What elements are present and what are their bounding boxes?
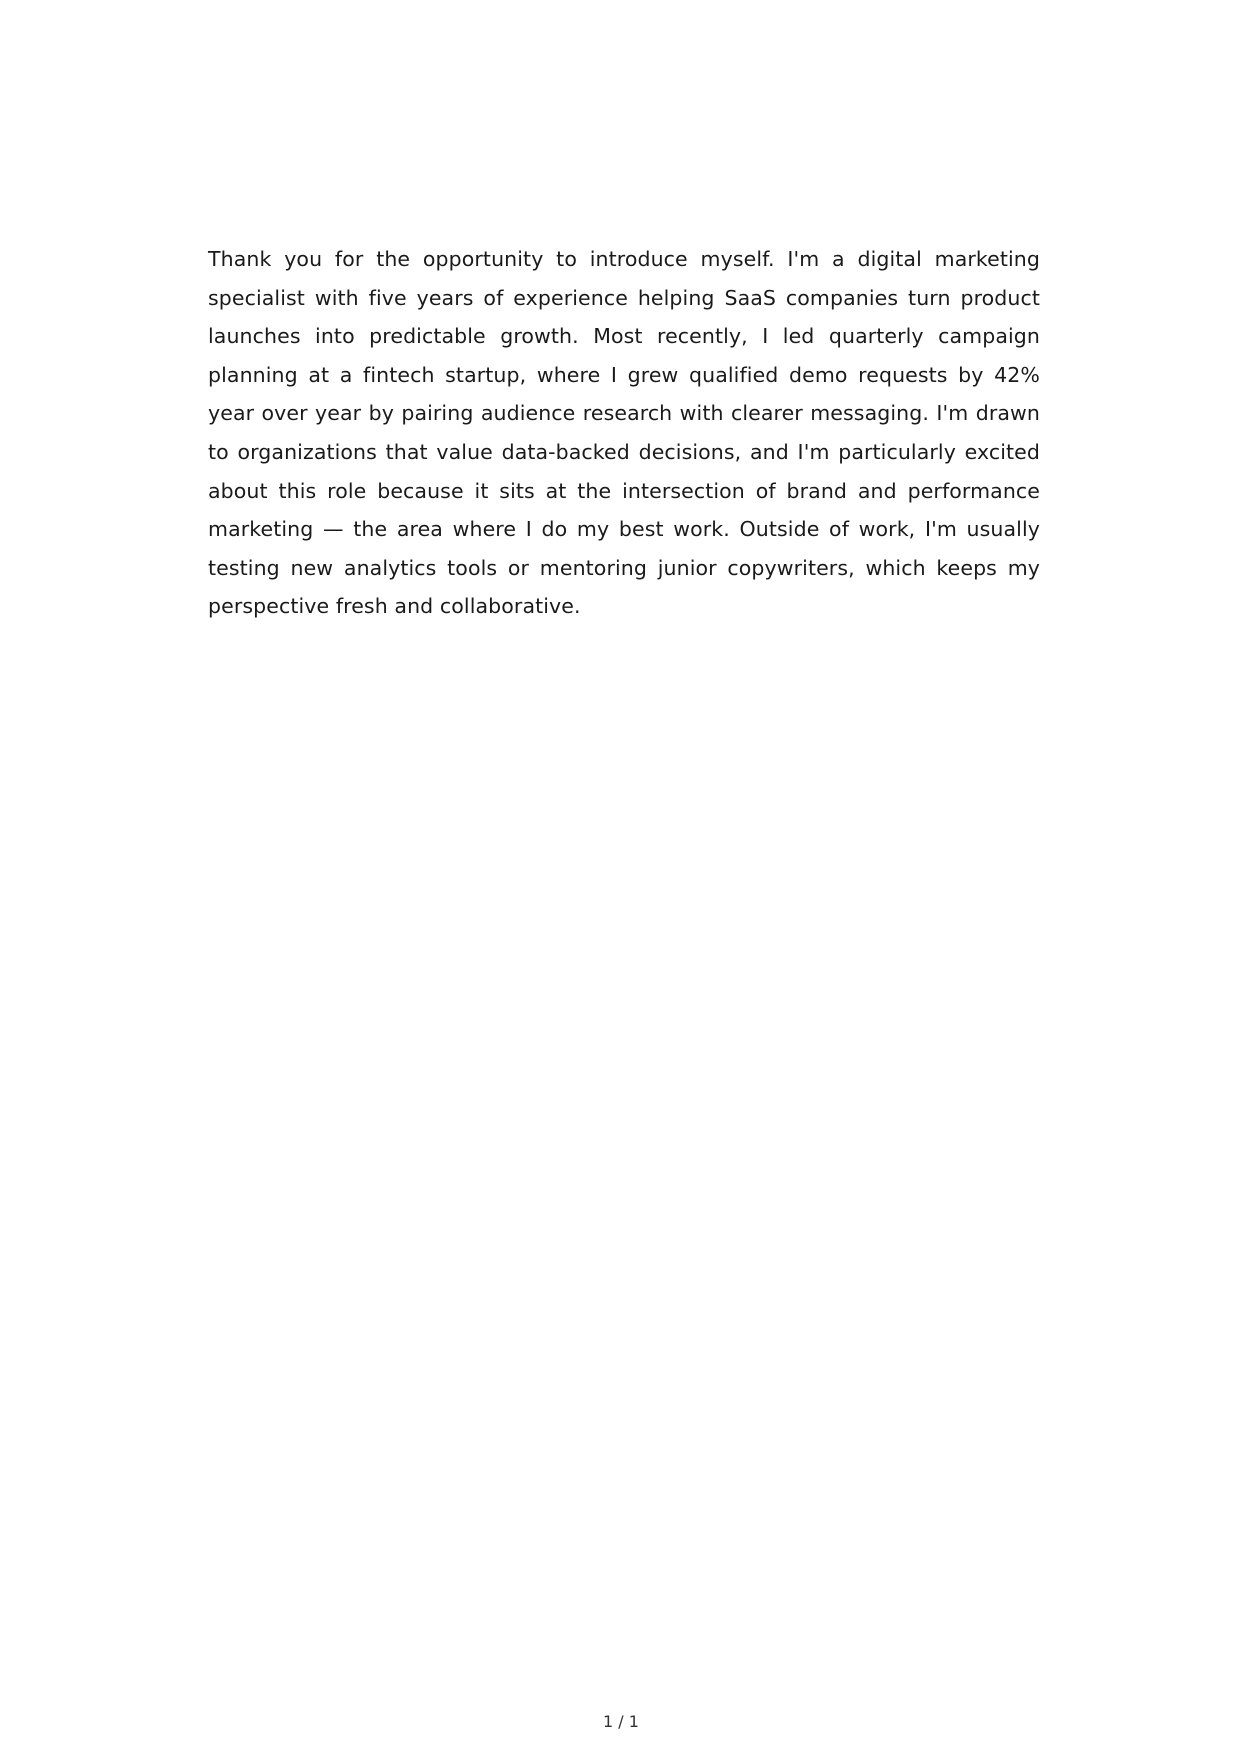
body-paragraph: Thank you for the opportunity to introduce myself. I'm a digital marketing specialist with five years of experience helping SaaS companies turn product launches into predictable growth. Most recently, I led quarterly campaign planning at a fintech startup, where I grew qualified demo requests by 42% year over year by pairing audience research with clearer messaging. I'm drawn to organizations that value data-backed decisions, and I'm particularly excited about this role because it sits at the intersection of brand and performance marketing — the area where I do my best work. Outside of work, I'm usually testing new analytics tools or mentoring junior copywriters, which keeps my perspective fresh and collaborative.: [208, 247, 1040, 619]
page-number: 1 / 1: [603, 1712, 639, 1731]
